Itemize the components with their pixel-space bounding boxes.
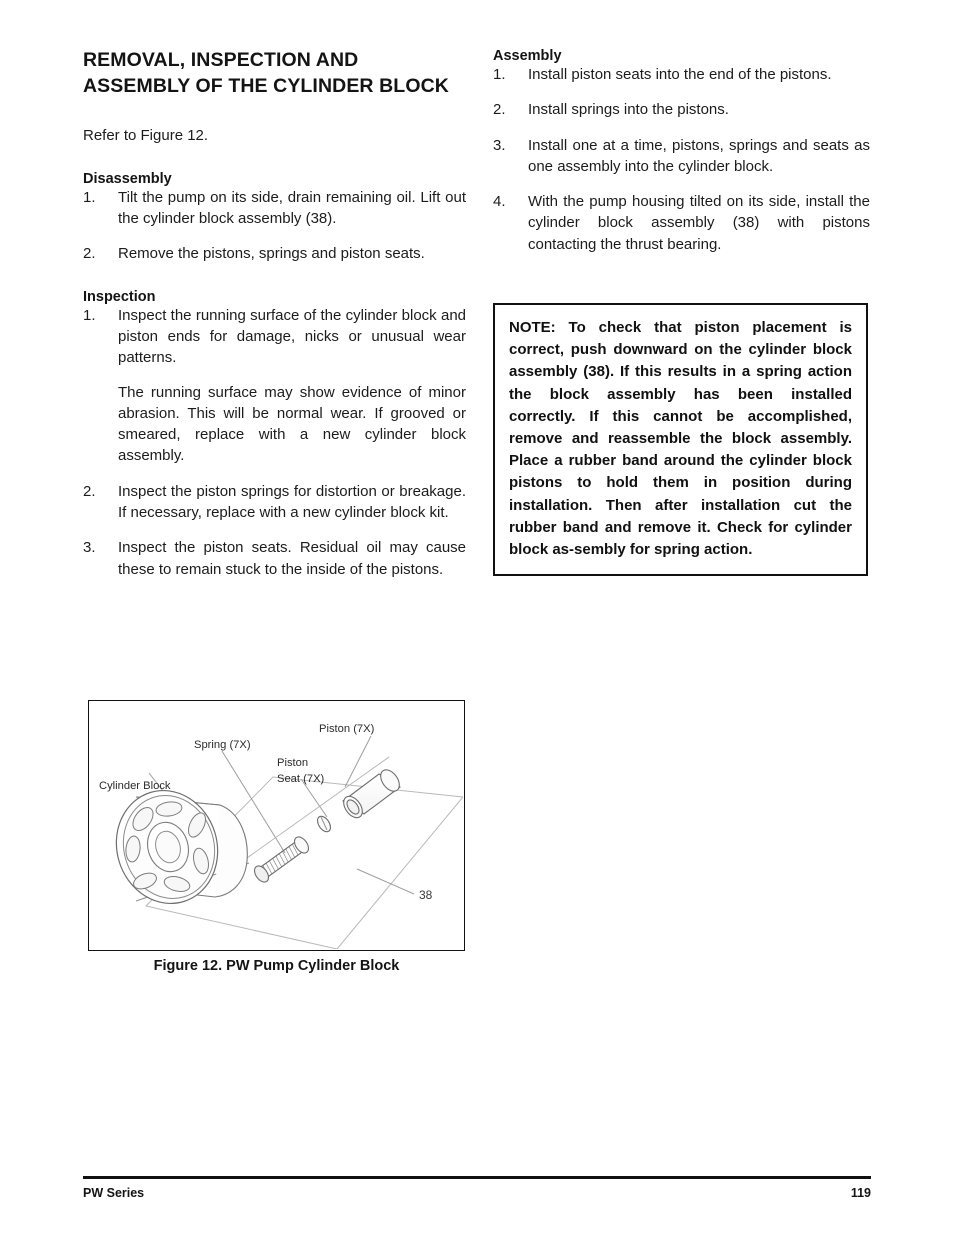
list-text: Inspect the piston springs for distortion or breakage. If necessary, replace with a new cylinder block kit. [118,482,466,522]
list-number: 1. [493,66,506,83]
list-number: 4. [493,193,506,211]
inspection-list [83,305,466,580]
list-item [493,64,870,85]
label-piston-seat-line1: Piston [277,757,309,769]
left-column [83,48,466,580]
note-text: NOTE: To check that piston placement is correct, push downward on the cylinder block assembly (38). If this results in a spring action the block assembly has been installed correctly. If this cannot be accomplished, remove and reassemble the block assembly. Place a rubber band around the cylinder block pistons to hold them in position during installation. Then after installation cut the rubber band and remove it. Check for cylinder block as-sembly for spring action. [509,319,852,558]
list-item [493,99,870,120]
label-callout-38: 38 [419,888,433,902]
list-text: With the pump housing tilted on its side, install the cylinder block assembly (38) with pistons contacting the thrust bearing. [528,193,870,253]
list-number: 1. [83,306,96,324]
list-text: Inspect the running surface of the cylinder block and piston ends for damage, nicks or unusual wear patterns. [118,306,466,367]
right-column [493,48,870,255]
cylinder-block-part [103,778,249,916]
list-item [493,135,870,178]
list-text: Inspect the piston seats. Residual oil may cause these to remain stuck to the inside of the pistons. [118,539,466,578]
footer-page-number: 119 [850,1186,871,1200]
list-number: 3. [83,539,96,557]
section-heading-assembly: Assembly [493,48,562,64]
disassembly-list [83,187,466,265]
assembly-list [493,64,870,255]
list-number: 1. [83,188,96,206]
list-item [83,187,466,230]
figure-12-illustration [88,700,465,951]
list-number: 2. [83,482,96,500]
list-item [83,305,466,467]
inspection-subparagraph: The running surface may show evidence of minor abrasion. This will be normal wear. If grooved or smeared, replace with a new cylinder block assembly. [118,383,466,465]
section-heading-disassembly: Disassembly [83,170,172,187]
label-cylinder-block: Cylinder Block [99,780,171,792]
list-item [83,481,466,524]
section-heading-inspection: Inspection [83,288,156,305]
list-item [83,243,466,264]
spring-part [252,834,312,884]
label-piston: Piston (7X) [319,723,375,735]
label-piston-seat-line2: Seat (7X) [277,773,325,785]
list-text: Tilt the pump on its side, drain remaining oil. Lift out the cylinder block assembly (38). [118,188,466,228]
list-text: Remove the pistons, springs and piston seats. [118,245,425,263]
label-spring: Spring (7X) [194,739,251,751]
footer-series-label: PW Series [83,1186,145,1200]
list-text: Install piston seats into the end of the pistons. [528,66,832,83]
note-box [493,303,868,576]
piston-seat-part [315,814,333,834]
list-item [493,191,870,255]
list-number: 2. [493,101,506,119]
page-title: REMOVAL, INSPECTION AND ASSEMBLY OF THE CYLINDER BLOCK [83,49,449,97]
intro-paragraph: Refer to Figure 12. [83,127,209,145]
piston-part [340,766,403,821]
exploded-view-drawing [89,701,463,949]
figure-caption: Figure 12. PW Pump Cylinder Block [153,958,400,974]
list-text: Install one at a time, pistons, springs and seats as one assembly into the cylinder block. [528,136,870,175]
list-number: 2. [83,245,96,263]
list-item [83,537,466,580]
footer-divider [83,1176,871,1179]
list-number: 3. [493,136,506,154]
list-text: Install springs into the pistons. [528,101,729,119]
